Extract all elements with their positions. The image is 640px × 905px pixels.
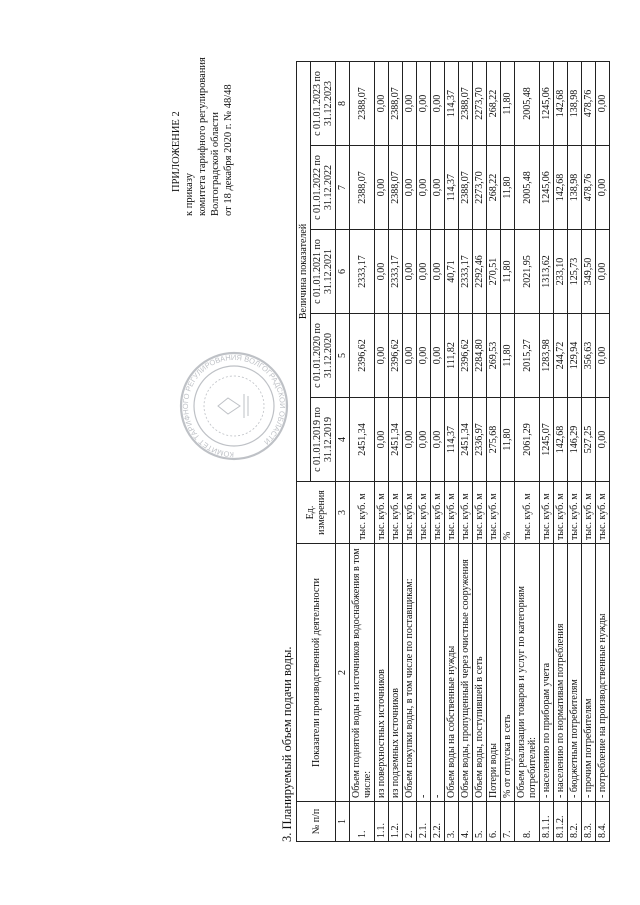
row-value: 2336,97 — [473, 398, 487, 482]
column-index: 4 — [336, 398, 350, 482]
row-value: 2061,29 — [515, 398, 540, 482]
row-value: 11,80 — [501, 230, 515, 314]
row-unit: тыс. куб. м — [403, 482, 417, 544]
table-row — [473, 62, 487, 842]
row-value: 0,00 — [596, 230, 610, 314]
table-body — [350, 62, 610, 842]
row-value: 0,00 — [596, 314, 610, 398]
row-value: 2388,07 — [459, 62, 473, 146]
header-unit: Ед. измерения — [297, 482, 336, 544]
row-unit: тыс. куб. м — [554, 482, 568, 544]
row-value: 2451,34 — [350, 398, 375, 482]
table-row — [554, 62, 568, 842]
row-number: 8.2. — [568, 802, 582, 842]
row-value: 0,00 — [596, 146, 610, 230]
row-indicator: - населению по приборам учета — [540, 544, 554, 802]
table-row — [515, 62, 540, 842]
row-value: 1245,07 — [540, 398, 554, 482]
header-period: с 01.01.2023 по 31.12.2023 — [311, 62, 336, 146]
row-value: 2396,62 — [459, 314, 473, 398]
row-value: 0,00 — [417, 62, 431, 146]
row-number: 4. — [459, 802, 473, 842]
row-value: 2005,48 — [515, 146, 540, 230]
table-row — [568, 62, 582, 842]
row-indicator: Объем поднятой воды из источников водоснабжения в том числе: — [350, 544, 375, 802]
row-value: 1245,06 — [540, 62, 554, 146]
row-value: 2273,70 — [473, 62, 487, 146]
row-value: 2005,48 — [515, 62, 540, 146]
row-value: 2451,34 — [389, 398, 403, 482]
row-indicator: - потребление на производственные нужды — [596, 544, 610, 802]
row-value: 527,25 — [582, 398, 596, 482]
row-value: 0,00 — [431, 314, 445, 398]
row-value: 2388,07 — [350, 62, 375, 146]
row-value: 2388,07 — [389, 62, 403, 146]
row-indicator: Объем покупки воды, в том числе по поставщикам: — [403, 544, 417, 802]
row-unit: тыс. куб. м — [473, 482, 487, 544]
row-value: 0,00 — [375, 398, 389, 482]
row-number: 8.1.2. — [554, 802, 568, 842]
row-indicator: - — [417, 544, 431, 802]
row-value: 2284,80 — [473, 314, 487, 398]
row-unit: тыс. куб. м — [596, 482, 610, 544]
row-value: 142,68 — [554, 146, 568, 230]
header-indicator: Показатели производственной деятельности — [297, 544, 336, 802]
row-number: 7. — [501, 802, 515, 842]
row-value: 2388,07 — [350, 146, 375, 230]
header-line: Волгоградской области — [210, 111, 221, 216]
row-value: 11,80 — [501, 146, 515, 230]
row-value: 40,71 — [445, 230, 459, 314]
row-value: 114,37 — [445, 62, 459, 146]
table-row — [501, 62, 515, 842]
row-value: 11,80 — [501, 314, 515, 398]
row-number: 1.1. — [375, 802, 389, 842]
row-unit: тыс. куб. м — [417, 482, 431, 544]
row-unit: % — [501, 482, 515, 544]
header-values-group: Величина показателей — [297, 62, 311, 482]
header-line: комитета тарифного регулирования — [197, 57, 208, 216]
section-title: 3. Планируемый объем подачи воды. — [280, 646, 294, 842]
row-value: 0,00 — [375, 146, 389, 230]
header-line: от 18 декабря 2020 г. № 48/48 — [223, 84, 234, 216]
header-period: с 01.01.2019 по 31.12.2019 — [311, 398, 336, 482]
table-row — [350, 62, 375, 842]
header-num: № п/п — [297, 802, 336, 842]
row-number: 1. — [350, 802, 375, 842]
row-value: 0,00 — [403, 62, 417, 146]
header-period: с 01.01.2021 по 31.12.2021 — [311, 230, 336, 314]
row-indicator: Объем реализации товаров и услуг по категориям потребителей: — [515, 544, 540, 802]
row-value: 114,37 — [445, 146, 459, 230]
row-value: 0,00 — [431, 62, 445, 146]
row-value: 268,22 — [487, 146, 501, 230]
row-value: 2273,70 — [473, 146, 487, 230]
row-value: 349,50 — [582, 230, 596, 314]
row-number: 8.4. — [596, 802, 610, 842]
row-value: 2021,95 — [515, 230, 540, 314]
appendix-header — [170, 57, 235, 402]
row-number: 2.1. — [417, 802, 431, 842]
row-value: 0,00 — [375, 314, 389, 398]
row-number: 8. — [515, 802, 540, 842]
rotated-content — [170, 57, 630, 842]
row-unit: тыс. куб. м — [350, 482, 375, 544]
row-indicator: - — [431, 544, 445, 802]
row-value: 138,98 — [568, 146, 582, 230]
row-value: 270,51 — [487, 230, 501, 314]
row-indicator: - бюджетным потребителям — [568, 544, 582, 802]
table-row — [403, 62, 417, 842]
row-value: 11,80 — [501, 62, 515, 146]
row-value: 111,82 — [445, 314, 459, 398]
row-unit: тыс. куб. м — [515, 482, 540, 544]
row-value: 2333,17 — [459, 230, 473, 314]
row-value: 0,00 — [596, 62, 610, 146]
table-row — [487, 62, 501, 842]
table-row — [431, 62, 445, 842]
seal-ring-text: КОМИТЕТ ТАРИФНОГО РЕГУЛИРОВАНИЯ ВОЛГОГРАДСКОЙ ОБЛАСТИ — [180, 352, 288, 460]
row-indicator: Объем воды, пропущенный через очистные сооружения — [459, 544, 473, 802]
row-unit: тыс. куб. м — [582, 482, 596, 544]
row-value: 0,00 — [403, 146, 417, 230]
row-unit: тыс. куб. м — [540, 482, 554, 544]
row-value: 0,00 — [431, 146, 445, 230]
row-value: 2396,62 — [350, 314, 375, 398]
row-value: 268,22 — [487, 62, 501, 146]
row-number: 8.1.1. — [540, 802, 554, 842]
row-unit: тыс. куб. м — [375, 482, 389, 544]
table-row — [375, 62, 389, 842]
row-indicator: Объем воды, поступившей в сеть — [473, 544, 487, 802]
column-index: 5 — [336, 314, 350, 398]
row-indicator: Объем воды на собственные нужды — [445, 544, 459, 802]
row-value: 275,68 — [487, 398, 501, 482]
row-value: 2451,34 — [459, 398, 473, 482]
header-line: к приказу — [184, 173, 195, 216]
row-value: 269,53 — [487, 314, 501, 398]
row-value: 0,00 — [417, 230, 431, 314]
row-number: 2. — [403, 802, 417, 842]
row-indicator: Потери воды — [487, 544, 501, 802]
row-value: 1313,62 — [540, 230, 554, 314]
column-index: 7 — [336, 146, 350, 230]
row-value: 1283,98 — [540, 314, 554, 398]
table-row — [596, 62, 610, 842]
column-index-row — [336, 62, 350, 842]
row-value: 0,00 — [403, 314, 417, 398]
table-row — [417, 62, 431, 842]
row-number: 8.3. — [582, 802, 596, 842]
row-value: 0,00 — [596, 398, 610, 482]
row-value: 2292,46 — [473, 230, 487, 314]
column-index: 6 — [336, 230, 350, 314]
row-number: 1.2. — [389, 802, 403, 842]
row-value: 142,68 — [554, 398, 568, 482]
table-row — [459, 62, 473, 842]
row-number: 3. — [445, 802, 459, 842]
header-line: ПРИЛОЖЕНИЕ 2 — [171, 111, 182, 192]
header-period: с 01.01.2022 по 31.12.2022 — [311, 146, 336, 230]
row-value: 0,00 — [417, 314, 431, 398]
row-value: 478,76 — [582, 62, 596, 146]
row-indicator: из поверхностных источников — [375, 544, 389, 802]
row-value: 2015,27 — [515, 314, 540, 398]
row-value: 0,00 — [431, 398, 445, 482]
row-value: 0,00 — [403, 398, 417, 482]
row-indicator: - прочим потребителям — [582, 544, 596, 802]
row-value: 129,94 — [568, 314, 582, 398]
row-value: 1245,06 — [540, 146, 554, 230]
water-supply-table — [296, 61, 610, 842]
header-period: с 01.01.2020 по 31.12.2020 — [311, 314, 336, 398]
row-value: 356,63 — [582, 314, 596, 398]
row-value: 11,80 — [501, 398, 515, 482]
row-indicator: из подземных источников — [389, 544, 403, 802]
row-indicator: % от отпуска в сеть — [501, 544, 515, 802]
row-unit: тыс. куб. м — [568, 482, 582, 544]
row-value: 478,76 — [582, 146, 596, 230]
table-row — [389, 62, 403, 842]
row-value: 0,00 — [431, 230, 445, 314]
row-indicator: - населению по нормативам потребления — [554, 544, 568, 802]
table-row — [540, 62, 554, 842]
table-row — [445, 62, 459, 842]
row-value: 142,68 — [554, 62, 568, 146]
column-index: 3 — [336, 482, 350, 544]
row-number: 6. — [487, 802, 501, 842]
row-number: 2.2. — [431, 802, 445, 842]
row-value: 0,00 — [403, 230, 417, 314]
table-row — [582, 62, 596, 842]
column-index: 2 — [336, 544, 350, 802]
row-value: 2388,07 — [389, 146, 403, 230]
row-unit: тыс. куб. м — [459, 482, 473, 544]
row-value: 2333,17 — [350, 230, 375, 314]
row-value: 138,98 — [568, 62, 582, 146]
row-number: 5. — [473, 802, 487, 842]
row-unit: тыс. куб. м — [389, 482, 403, 544]
column-index: 1 — [336, 802, 350, 842]
row-value: 0,00 — [417, 398, 431, 482]
row-unit: тыс. куб. м — [445, 482, 459, 544]
row-value: 2388,07 — [459, 146, 473, 230]
row-value: 0,00 — [417, 146, 431, 230]
column-index: 8 — [336, 62, 350, 146]
row-value: 2396,62 — [389, 314, 403, 398]
row-unit: тыс. куб. м — [487, 482, 501, 544]
row-value: 0,00 — [375, 62, 389, 146]
row-value: 146,29 — [568, 398, 582, 482]
row-value: 114,37 — [445, 398, 459, 482]
row-unit: тыс. куб. м — [431, 482, 445, 544]
row-value: 2333,17 — [389, 230, 403, 314]
row-value: 125,73 — [568, 230, 582, 314]
row-value: 0,00 — [375, 230, 389, 314]
row-value: 244,72 — [554, 314, 568, 398]
row-value: 233,10 — [554, 230, 568, 314]
